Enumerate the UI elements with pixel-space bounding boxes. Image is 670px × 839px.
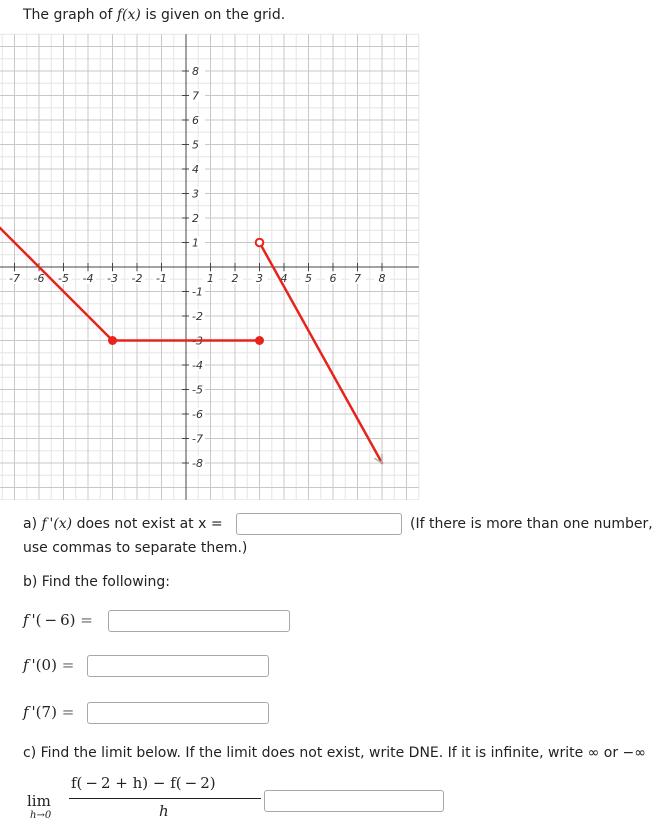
x-tick-label: 2 (231, 272, 239, 285)
x-tick-label: -7 (9, 272, 20, 285)
y-tick-label: 3 (192, 187, 199, 201)
x-tick-label: -5 (58, 272, 69, 285)
x-tick-label: 6 (329, 272, 337, 285)
closed-endpoint-dot (108, 336, 117, 345)
part-c-heading: c) Find the limit below. If the limit does not exist, write DNE. If it is infinite, write ∞ or −∞ (23, 745, 646, 761)
difference-quotient-denominator: h (159, 802, 169, 820)
difference-quotient-numerator: f( − 2 + h) − f( − 2) (71, 774, 216, 792)
closed-endpoint-dot (255, 336, 264, 345)
f-prime-7-input[interactable] (87, 702, 269, 724)
x-tick-label: 8 (378, 272, 386, 285)
axes (0, 34, 419, 500)
y-tick-label: 6 (192, 114, 199, 127)
y-tick-label: 5 (192, 138, 199, 152)
y-tick-label: -6 (192, 408, 203, 421)
part-a-note: (If there is more than one number, (410, 516, 653, 532)
x-tick-label: -1 (156, 272, 167, 285)
x-tick-label: -6 (33, 272, 45, 285)
y-tick-label: -7 (192, 432, 203, 446)
x-tick-label: 7 (354, 272, 361, 285)
y-tick-label: 4 (192, 163, 199, 176)
y-tick-label: -1 (192, 285, 203, 299)
y-tick-label: -8 (192, 457, 203, 470)
y-tick-label: -5 (192, 383, 203, 397)
part-a-question (23, 516, 223, 532)
y-tick-label: 8 (192, 65, 199, 78)
open-endpoint-dot (256, 239, 264, 247)
f-prime-neg6-input[interactable] (108, 610, 290, 632)
f-prime-0-label: f '(0) = (23, 656, 75, 674)
x-tick-label: -2 (131, 272, 143, 285)
y-tick-label: -2 (192, 310, 203, 323)
limit-expression (27, 774, 267, 834)
y-tick-label: -3 (192, 334, 203, 348)
f-prime-neg6-label: f '( − 6) = (23, 611, 93, 629)
y-tick-label: 1 (192, 236, 199, 250)
x-tick-label: 1 (207, 272, 214, 285)
part-a-prefix: a) (23, 516, 42, 532)
fraction-bar (69, 798, 261, 799)
y-tick-label: -4 (192, 359, 203, 372)
x-tick-label: -3 (107, 272, 118, 285)
x-tick-label: 4 (280, 272, 288, 285)
x-tick-label: 5 (305, 272, 312, 285)
part-a-function: f '(x) (41, 516, 73, 532)
part-b-heading: b) Find the following: (23, 574, 171, 590)
x-tick-label: 3 (256, 272, 263, 285)
f-prime-0-input[interactable] (87, 655, 269, 677)
part-a-middle: does not exist at x = (72, 516, 223, 532)
y-tick-label: 2 (192, 212, 199, 225)
intro-function: f(x) (116, 7, 141, 23)
part-a-note-continued: use commas to separate them.) (23, 540, 248, 556)
limit-subscript: h→0 (30, 810, 52, 821)
limit-word: lim (27, 792, 51, 810)
intro-prefix: The graph of (23, 7, 117, 23)
part-a-answer-input[interactable] (236, 513, 402, 535)
y-tick-label: 7 (192, 89, 199, 103)
intro-suffix: is given on the grid. (140, 7, 286, 23)
limit-answer-input[interactable] (264, 790, 444, 812)
x-tick-label: -4 (82, 272, 94, 285)
f-prime-7-label: f '(7) = (23, 703, 75, 721)
